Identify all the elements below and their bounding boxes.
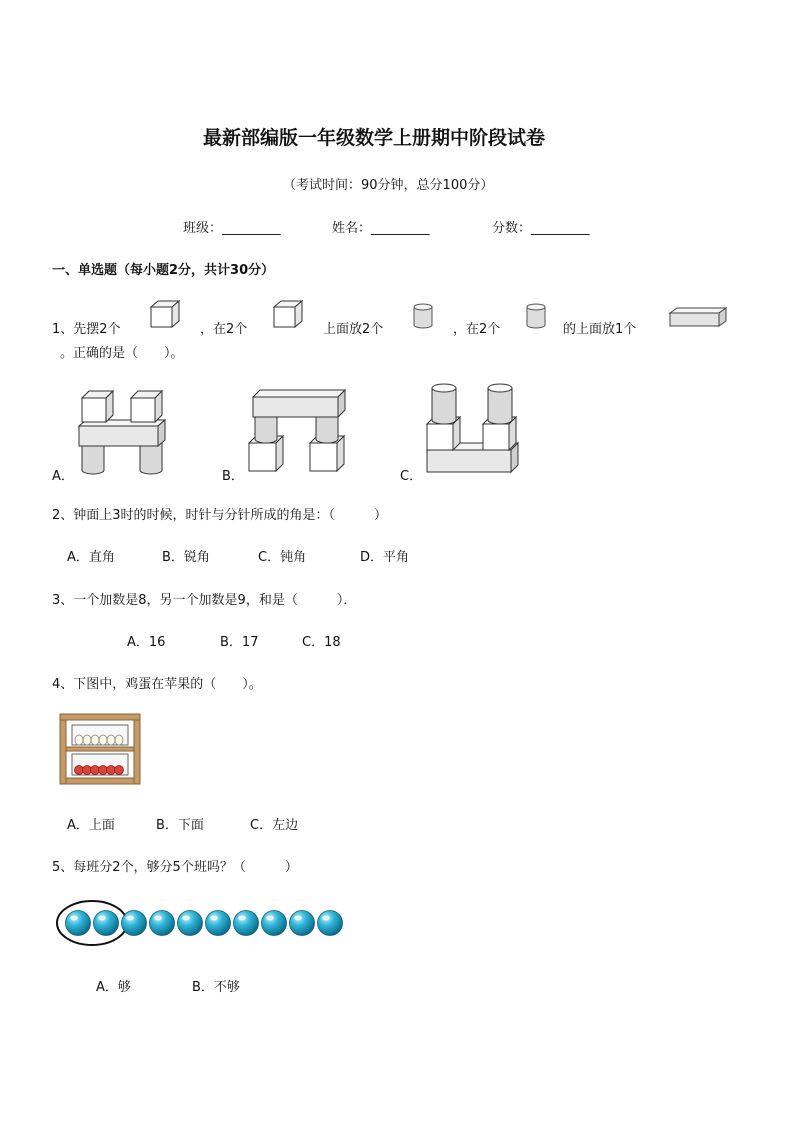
ball-highlight <box>238 916 246 921</box>
q1-text-5: 的上面放1个 <box>563 322 637 337</box>
ball <box>262 911 287 936</box>
q3-option-b[interactable]: B．17 <box>220 635 259 650</box>
score-field[interactable]: 分数：_________ <box>492 221 590 236</box>
exam-subtitle: （考试时间：90分钟，总分100分） <box>283 178 494 193</box>
q2-text: 2、钟面上3时的时候，时针与分针所成的角是：（ ） <box>52 508 388 523</box>
q5-text: 5、每班分2个，够分5个班吗？（ ） <box>52 860 298 875</box>
q1-text-4: ，在2个 <box>453 322 501 337</box>
section-heading: 一、单选题（每小题2分，共计30分） <box>52 263 275 278</box>
ball <box>150 911 175 936</box>
cuboid-icon <box>669 307 727 327</box>
ball-highlight <box>294 916 302 921</box>
ball <box>206 911 231 936</box>
q1-option-a[interactable]: A． <box>52 469 74 484</box>
ball-highlight <box>322 916 330 921</box>
ball-highlight <box>70 916 78 921</box>
ball <box>178 911 203 936</box>
q2-option-d[interactable]: D．平角 <box>360 550 410 565</box>
ball-highlight <box>210 916 218 921</box>
shelf-image <box>60 714 140 784</box>
q3-text: 3、一个加数是8，另一个加数是9，和是（ ）． <box>52 593 357 608</box>
ball-highlight <box>98 916 106 921</box>
ball <box>66 911 91 936</box>
q4-option-b[interactable]: B．下面 <box>156 818 204 833</box>
ball-highlight <box>154 916 162 921</box>
structure-a-image <box>78 390 170 476</box>
q3-option-a[interactable]: A．16 <box>127 635 166 650</box>
q2-option-b[interactable]: B．锐角 <box>162 550 210 565</box>
cylinder-icon <box>413 303 433 329</box>
ball <box>94 911 119 936</box>
q5-option-b[interactable]: B．不够 <box>192 980 240 995</box>
cylinder-icon <box>526 303 546 329</box>
structure-b-image <box>248 387 348 473</box>
ball-highlight <box>266 916 274 921</box>
q1-text-3: 上面放2个 <box>323 322 384 337</box>
q4-option-c[interactable]: C．左边 <box>250 818 299 833</box>
q1-option-b[interactable]: B． <box>222 469 244 484</box>
cube-icon <box>273 300 303 328</box>
cube-icon <box>150 300 180 328</box>
ball <box>122 911 147 936</box>
structure-c-image <box>426 382 520 474</box>
name-field[interactable]: 姓名：_________ <box>332 221 430 236</box>
q1-text-6: 。正确的是（ ）。 <box>60 346 184 361</box>
q3-option-c[interactable]: C．18 <box>302 635 341 650</box>
ball <box>318 911 343 936</box>
page-title: 最新部编版一年级数学上册期中阶段试卷 <box>203 127 546 149</box>
q4-option-a[interactable]: A．上面 <box>67 818 115 833</box>
q1-text-2: ，在2个 <box>200 322 248 337</box>
class-field[interactable]: 班级：_________ <box>183 221 281 236</box>
ball-highlight <box>126 916 134 921</box>
ball <box>290 911 315 936</box>
q4-text: 4、下图中，鸡蛋在苹果的（ ）。 <box>52 677 262 692</box>
balls-image <box>56 899 360 947</box>
q2-option-c[interactable]: C．钝角 <box>258 550 307 565</box>
q2-option-a[interactable]: A．直角 <box>67 550 115 565</box>
ball <box>234 911 259 936</box>
q1-option-c[interactable]: C． <box>400 469 423 484</box>
ball-highlight <box>182 916 190 921</box>
q1-text-1: 1、先摆2个 <box>52 322 121 337</box>
q5-option-a[interactable]: A．够 <box>96 980 131 995</box>
